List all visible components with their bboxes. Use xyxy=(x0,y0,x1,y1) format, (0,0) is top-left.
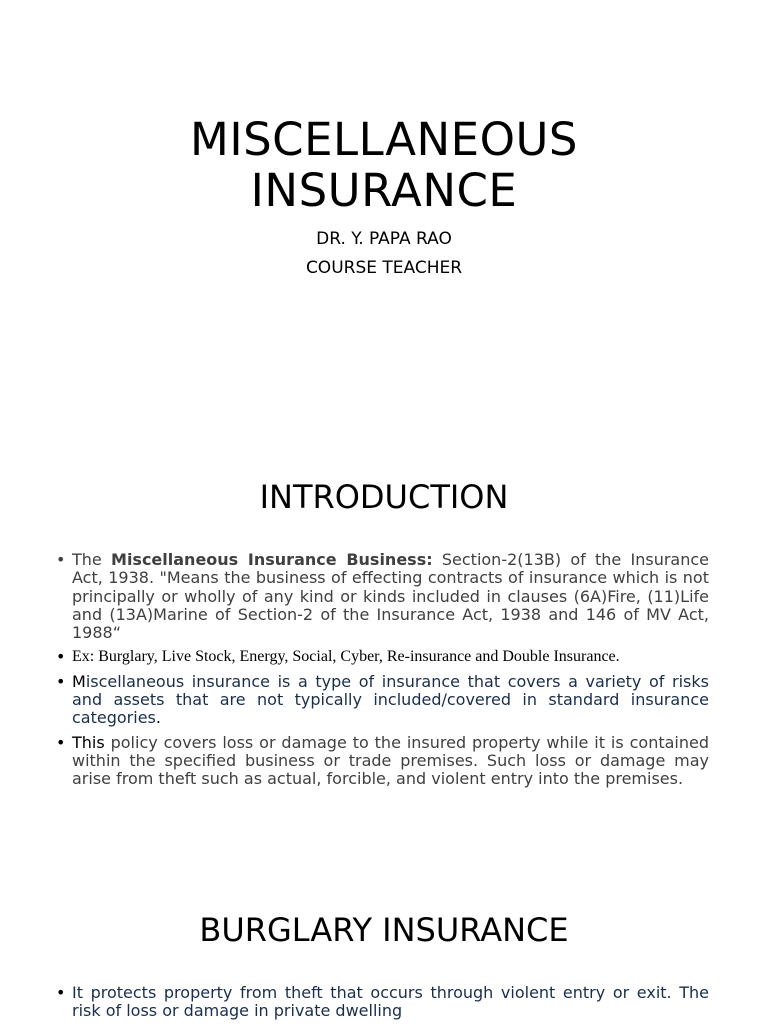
burglary-bullet-list xyxy=(56,984,709,1021)
slide-title xyxy=(0,114,768,216)
burglary-bullet-1-text: It protects property from theft that occurs through violent entry or exit. The risk of loss or damage in private dwelling xyxy=(72,983,709,1021)
bullet-dot: • xyxy=(56,732,66,752)
introduction-bullet-2 xyxy=(56,648,709,666)
author-name: DR. Y. PAPA RAO xyxy=(316,229,452,249)
bullet-1-prefix: The xyxy=(72,550,112,569)
introduction-bullet-1 xyxy=(56,551,709,642)
bullet-3-end: . xyxy=(155,708,161,728)
bullet-dot: • xyxy=(56,983,66,1002)
bullet-1-bold: Miscellaneous Insurance Business: xyxy=(111,550,433,569)
introduction-bullet-4 xyxy=(56,734,709,789)
bullet-4-text: policy covers loss or damage to the insured property while it is contained within the specified business or trade premises. Such loss or damage may arise from theft such as actual, forcible, and violent entry into the premises. xyxy=(72,732,709,789)
bullet-dot: • xyxy=(56,647,66,667)
introduction-bullet-3 xyxy=(56,673,709,728)
bullet-4-first-word: This xyxy=(72,732,105,752)
author-role: COURSE TEACHER xyxy=(305,258,463,278)
slide-title-line-1: MISCELLANEOUS xyxy=(190,113,578,166)
introduction-bullet-list xyxy=(56,551,709,789)
burglary-bullet-1 xyxy=(56,984,709,1021)
bullet-dot: • xyxy=(56,550,66,569)
bullet-dot: • xyxy=(56,671,66,691)
bullet-3-first-letter: M xyxy=(72,671,86,691)
bullet-1-text: Section-2(13B) of the Insurance Act, 1938. "Means the business of effecting contracts of insurance which is not principally or wholly of any kind or kinds included in clauses (6A)Fire, (11)Life and (13A)Marine of Section-2 of the Insurance Act, 1938 and 146 of MV Act, 1988“ xyxy=(72,550,710,643)
bullet-3-text: iscellaneous insurance is a type of insurance that covers a variety of risks and assets that are not typically included/covered in standard insurance categories xyxy=(72,671,709,728)
burglary-heading: BURGLARY INSURANCE xyxy=(199,911,569,949)
introduction-heading: INTRODUCTION xyxy=(259,478,509,516)
slide-title-line-2: INSURANCE xyxy=(250,164,518,217)
bullet-2-text: Ex: Burglary, Live Stock, Energy, Social, Cyber, Re-insurance and Double Insurance. xyxy=(72,648,620,666)
